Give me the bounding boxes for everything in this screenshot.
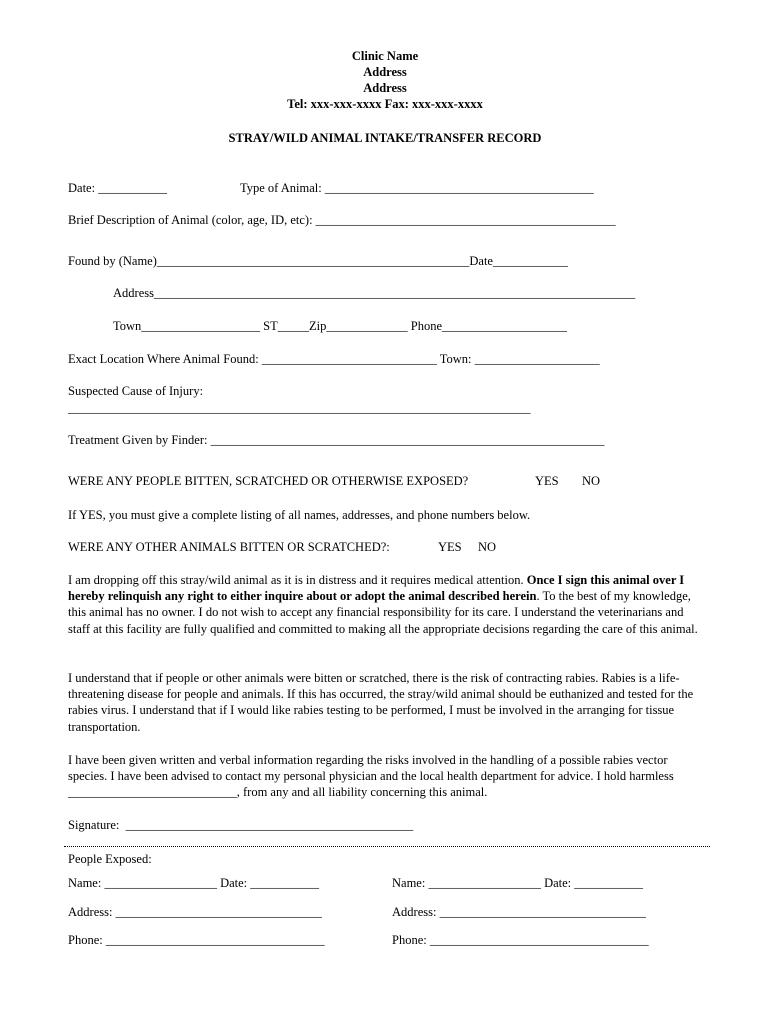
clinic-address-1: Address xyxy=(363,65,407,79)
clinic-header xyxy=(0,48,770,112)
animals-bitten-question: WERE ANY OTHER ANIMALS BITTEN OR SCRATCHED?: xyxy=(68,540,390,554)
exposed-address-right[interactable]: Address: _________________________________ xyxy=(392,905,646,919)
clinic-contact: Tel: xxx-xxx-xxxx Fax: xxx-xxx-xxxx xyxy=(287,97,483,111)
form-title: STRAY/WILD ANIMAL INTAKE/TRANSFER RECORD xyxy=(228,131,542,145)
relinquish-text-b: . To the best of my knowledge, this animal has no owner. I do not wish to accept any financial responsibility for its care. I understand the veterinarians and staff at this facility are fully qualified and committed to making all the appropriate decisions regarding the care of this animal. xyxy=(68,589,698,636)
people-exposed-heading: People Exposed: xyxy=(68,852,152,866)
exact-location-field[interactable]: Exact Location Where Animal Found: ____________________________ Town: ____________________ xyxy=(68,352,600,366)
town-st-zip-phone-field[interactable]: Town___________________ ST_____Zip_____________ Phone____________________ xyxy=(113,319,567,333)
clinic-name: Clinic Name xyxy=(351,49,419,63)
found-by-field[interactable]: Found by (Name)__________________________________________________Date____________ xyxy=(68,254,568,268)
animals-bitten-no[interactable]: NO xyxy=(478,540,497,554)
type-of-animal-field[interactable]: Type of Animal: ___________________________________________ xyxy=(240,181,594,195)
exposed-phone-left[interactable]: Phone: ___________________________________ xyxy=(68,933,325,947)
relinquish-paragraph xyxy=(68,572,700,637)
exposed-name-date-right[interactable]: Name: __________________ Date: ___________ xyxy=(392,876,644,890)
signature-field[interactable]: Signature: ______________________________________________ xyxy=(68,818,414,832)
clinic-address-2: Address xyxy=(363,81,407,95)
treatment-given-field[interactable]: Treatment Given by Finder: _______________________________________________________________ xyxy=(68,433,605,447)
people-bitten-no[interactable]: NO xyxy=(582,474,601,488)
people-bitten-question: WERE ANY PEOPLE BITTEN, SCRATCHED OR OTHERWISE EXPOSED? xyxy=(68,474,469,488)
relinquish-text-bold: Once I sign this animal over I hereby relinquish any right to either inquire about or adopt the animal described herein xyxy=(68,573,685,604)
relinquish-text-a: I am dropping off this stray/wild animal as it is in distress and it requires medical attention. xyxy=(68,573,527,587)
rabies-risk-paragraph: I understand that if people or other animals were bitten or scratched, there is the risk of contracting rabies. Rabies is a life-threatening disease for people and animals. If this has occurred, the stray/wild animal should be euthanized and tested for the rabies virus. I understand that if I would like rabies testing to be performed, I must be involved in the arranging for tissue transportation. xyxy=(68,671,694,734)
date-field[interactable]: Date: ___________ xyxy=(68,181,167,195)
suspected-cause-field[interactable]: __________________________________________________________________________ xyxy=(68,401,531,415)
brief-description-field[interactable]: Brief Description of Animal (color, age, ID, etc): ________________________________________________ xyxy=(68,213,616,227)
exposed-phone-right[interactable]: Phone: ___________________________________ xyxy=(392,933,649,947)
finder-address-field[interactable]: Address_____________________________________________________________________________ xyxy=(113,286,636,300)
exposed-address-left[interactable]: Address: _________________________________ xyxy=(68,905,322,919)
people-bitten-yes[interactable]: YES xyxy=(535,474,559,488)
if-yes-instruction: If YES, you must give a complete listing of all names, addresses, and phone numbers below. xyxy=(68,508,531,522)
dotted-divider xyxy=(64,846,710,847)
exposed-name-date-left[interactable]: Name: __________________ Date: ___________ xyxy=(68,876,320,890)
animals-bitten-yes[interactable]: YES xyxy=(438,540,462,554)
hold-harmless-paragraph: I have been given written and verbal information regarding the risks involved in the handling of a possible rabies vector species. I have been advised to contact my personal physician and the local health department for advice. I hold harmless ___________________________, from any and all liability concerning this animal. xyxy=(68,753,674,800)
suspected-cause-label: Suspected Cause of Injury: xyxy=(68,384,204,398)
